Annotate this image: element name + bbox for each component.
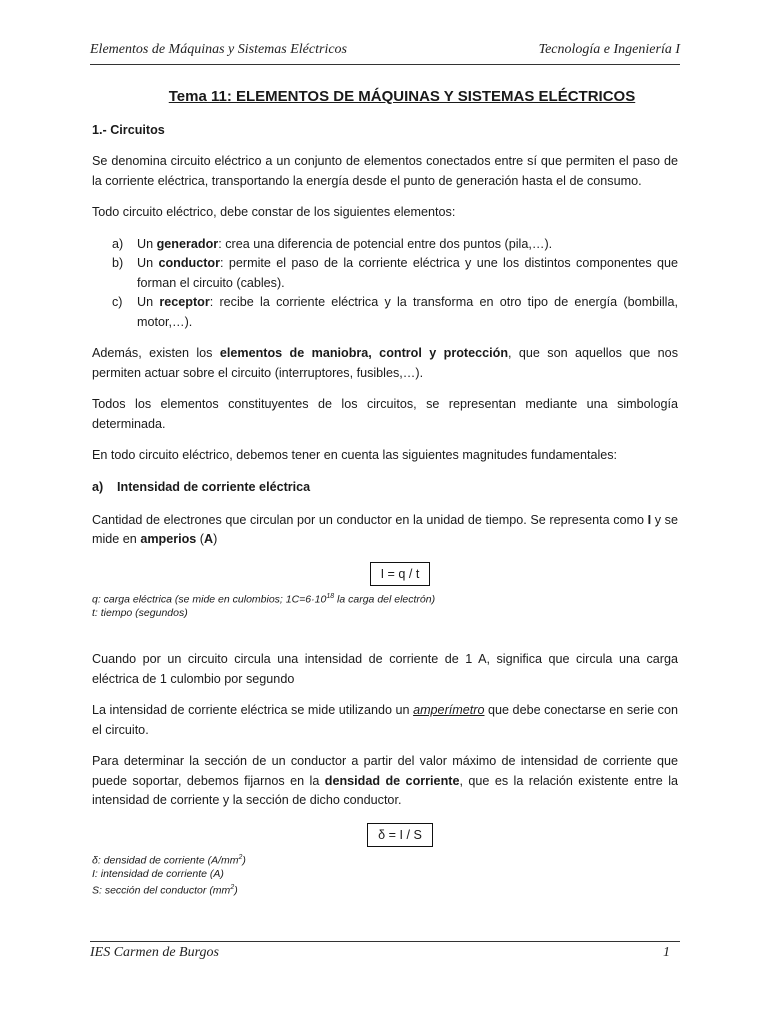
formula-container (92, 823, 678, 847)
legend-superscript: 18 (326, 592, 335, 600)
text-run: , que son aquellos que nos permiten actuar sobre el circuito (interruptores, fusibles,…). (92, 346, 678, 380)
legend-text: la carga del electrón) (334, 593, 436, 605)
formula-legend-line (92, 851, 678, 868)
paragraph-simbologia: Todos los elementos constituyentes de los circuitos, se representan mediante una simbología determinada. (92, 397, 678, 431)
formula-legend-line: I: intensidad de corriente (A) (92, 868, 224, 880)
list-item (92, 293, 678, 332)
page-title: Tema 11: ELEMENTOS DE MÁQUINAS Y SISTEMAS ELÉCTRICOS (168, 88, 636, 105)
bold-term: amperios (140, 532, 197, 546)
list-item-term: generador (156, 236, 219, 251)
text-run: y se mide en (92, 512, 678, 546)
list-marker: b) (112, 256, 124, 270)
subsection-title: Intensidad de corriente eléctrica (117, 479, 311, 494)
paragraph-maniobra (92, 344, 678, 383)
text-run: Además, existen los (92, 346, 220, 360)
bold-unit: A (204, 532, 214, 546)
page-number: 1 (663, 945, 670, 960)
spacer (92, 620, 678, 650)
elements-list (92, 235, 678, 333)
paragraph-definition: Se denomina circuito eléctrico a un conjunto de elementos conectados entre sí que permiten el paso de la corriente eléctrica, transportando la energía desde el punto de generación hasta el de consumo. (92, 154, 678, 188)
legend-text: S: sección del conductor (mm (92, 884, 231, 897)
bold-symbol: I (647, 512, 652, 527)
paragraph-culombio: Cuando por un circuito circula una intensidad de corriente de 1 A, significa que circula una carga eléctrica de 1 culombio por segundo (92, 652, 678, 686)
legend-text: δ: densidad de corriente (A/mm (92, 854, 239, 866)
header-right: Tecnología e Ingeniería I (538, 42, 680, 57)
text-run: que debe conectarse en serie con el circuito. (92, 703, 678, 737)
formula-legend-line: t: tiempo (segundos) (92, 607, 188, 619)
text-run: Para determinar la sección de un conductor a partir del valor máximo de intensidad de corriente que puede soportar, debemos fijarnos en la (92, 754, 678, 788)
list-item (92, 254, 678, 293)
list-item-text: : permite el paso de la corriente eléctrica y une los distintos componentes que forman el circuito (cables). (137, 256, 678, 290)
paragraph-magnitudes: En todo circuito eléctrico, debemos tener en cuenta las siguientes magnitudes fundamentales: (92, 448, 618, 462)
formula-intensity: I = q / t (370, 562, 431, 586)
list-item-text: : crea una diferencia de potencial entre dos puntos (pila,…). (218, 236, 553, 251)
paragraph-elements-intro: Todo circuito eléctrico, debe constar de los siguientes elementos: (92, 205, 456, 219)
legend-text: q: carga eléctrica (se mide en culombios; 1C=6·10 (92, 593, 327, 605)
list-item-text: Un (137, 256, 159, 270)
formula-container (92, 562, 678, 586)
text-run: ( (196, 532, 205, 546)
page-content (92, 88, 678, 898)
bold-term: elementos de maniobra, control y protección (219, 346, 509, 360)
text-run: ) (213, 532, 218, 546)
subsection-marker: a) (92, 479, 104, 494)
bold-term: densidad de corriente (324, 773, 460, 788)
paragraph-amperimetro (92, 701, 678, 740)
underlined-term: amperímetro (413, 703, 485, 717)
text-run: Cantidad de electrones que circulan por un conductor en la unidad de tiempo. Se representa como (92, 512, 648, 527)
footer-school: IES Carmen de Burgos (90, 945, 219, 960)
formula-legend-line (92, 590, 678, 607)
list-item-term: receptor (159, 295, 210, 309)
legend-superscript: 2 (238, 853, 243, 861)
list-item-text: : recibe la corriente eléctrica y la transforma en otro tipo de energía (bombilla, motor,…). (137, 295, 678, 329)
legend-superscript: 2 (230, 884, 235, 891)
list-item-text: Un (137, 236, 157, 251)
list-marker: a) (112, 236, 124, 251)
section-heading: 1.- Circuitos (92, 123, 165, 137)
formula-density: δ = I / S (367, 823, 433, 847)
legend-text: ) (242, 854, 246, 866)
legend-text: ) (234, 884, 238, 897)
list-item (92, 235, 678, 255)
text-run: La intensidad de corriente eléctrica se mide utilizando un (92, 703, 414, 717)
paragraph-densidad (92, 752, 678, 811)
list-marker: c) (112, 295, 123, 309)
list-item-term: conductor (158, 256, 221, 270)
page-footer (90, 941, 680, 961)
text-run: , que es la relación existente entre la intensidad de corriente y la sección de dicho conductor. (92, 773, 679, 807)
list-item-text: Un (137, 295, 160, 309)
header-left: Elementos de Máquinas y Sistemas Eléctricos (90, 42, 348, 57)
page-header (90, 42, 680, 65)
subsection-heading (92, 478, 678, 497)
paragraph-intensidad (92, 511, 678, 550)
formula-legend-line (92, 881, 678, 898)
